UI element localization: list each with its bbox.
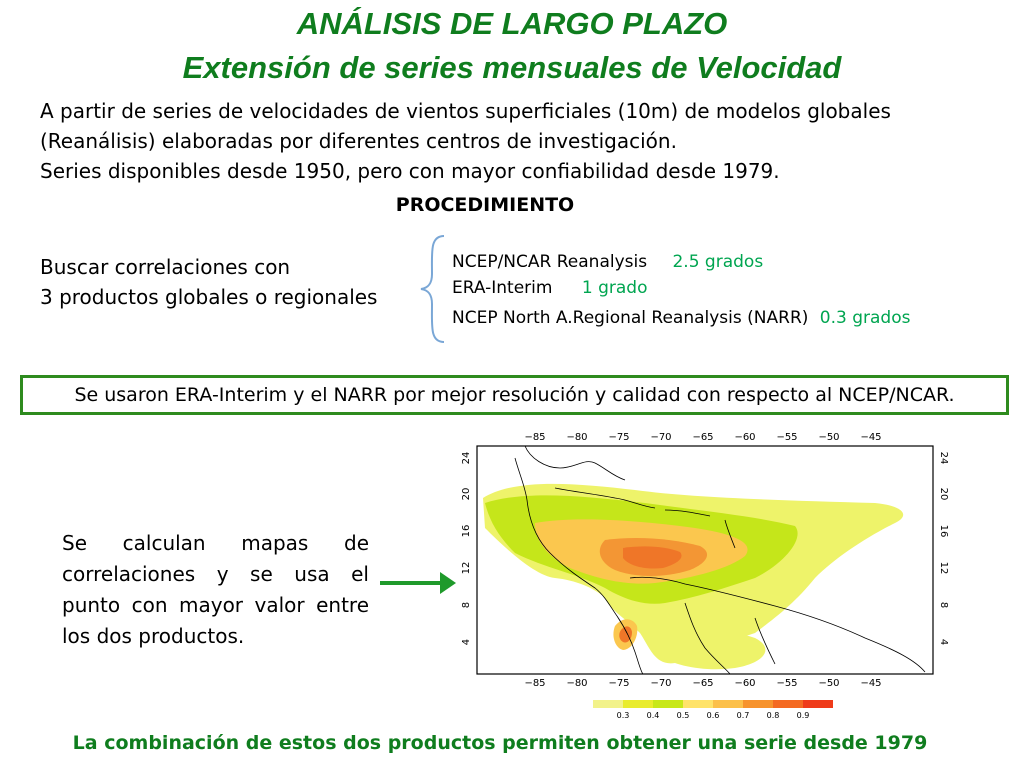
lon-tick: −45 (860, 432, 882, 443)
footer-conclusion: La combinación de estos dos productos permiten obtener una serie desde 1979 (72, 732, 928, 754)
page-subtitle: Extensión de series mensuales de Velocidad (182, 50, 842, 85)
lon-tick: −50 (818, 432, 840, 443)
lon-tick: −55 (776, 432, 798, 443)
colorbar-label: 0.4 (646, 711, 660, 720)
intro-line-1: A partir de series de velocidades de vientos superficiales (10m) de modelos globales (40, 99, 891, 123)
method-text: Se calculan mapas de correlaciones y se usa el punto con mayor valor entre los dos productos. (62, 531, 369, 648)
lat-ticks-left (461, 452, 472, 646)
lat-tick: 24 (461, 451, 472, 465)
search-line-2: 3 productos globales o regionales (40, 285, 378, 309)
intro-line-2: (Reanálisis) elaboradas por diferentes centros de investigación. (40, 129, 677, 153)
colorbar-label: 0.8 (766, 711, 780, 720)
product-resolution: 0.3 grados (819, 308, 911, 328)
lon-tick: −80 (566, 432, 588, 443)
intro-line-3: Series disponibles desde 1950, pero con mayor confiabilidad desde 1979. (40, 159, 780, 183)
lon-tick: −85 (524, 678, 546, 689)
colorbar-swatch (653, 700, 683, 708)
lon-ticks-bottom (524, 678, 881, 689)
colorbar-swatch (593, 700, 623, 708)
lon-tick: −60 (734, 432, 756, 443)
lat-tick: 8 (461, 601, 472, 609)
colorbar-label: 0.9 (796, 711, 810, 720)
colorbar-swatch (743, 700, 773, 708)
colorbar-label: 0.5 (676, 711, 690, 720)
arrow-right-icon (378, 568, 458, 598)
lon-tick: −75 (608, 432, 630, 443)
correlation-map (455, 428, 955, 724)
lon-ticks-top (524, 432, 881, 443)
lat-ticks-right (938, 452, 949, 646)
product-item-narr (452, 306, 910, 330)
product-item-ncep (452, 250, 763, 274)
colorbar-label: 0.6 (706, 711, 720, 720)
lon-tick: −80 (566, 678, 588, 689)
page-title: ANÁLISIS DE LARGO PLAZO (296, 6, 728, 41)
procedure-heading: PROCEDIMIENTO (395, 194, 575, 216)
colorbar (593, 700, 833, 720)
lon-tick: −60 (734, 678, 756, 689)
lat-tick: 4 (938, 638, 949, 646)
lon-tick: −70 (650, 678, 672, 689)
intro-paragraph (40, 96, 1000, 186)
lon-tick: −65 (692, 432, 714, 443)
lon-tick: −50 (818, 678, 840, 689)
conclusion-banner: Se usaron ERA-Interim y el NARR por mejor resolución y calidad con respecto al NCEP/NCAR. (20, 375, 1009, 415)
lon-tick: −75 (608, 678, 630, 689)
colorbar-label: 0.7 (736, 711, 750, 720)
lat-tick: 16 (461, 524, 472, 538)
curly-brace-icon (418, 234, 448, 344)
product-name: ERA-Interim (452, 278, 553, 298)
lat-tick: 8 (938, 601, 949, 609)
colorbar-label: 0.3 (616, 711, 630, 720)
lon-tick: −65 (692, 678, 714, 689)
product-name: NCEP/NCAR Reanalysis (452, 252, 648, 272)
lon-tick: −85 (524, 432, 546, 443)
lon-tick: −55 (776, 678, 798, 689)
lon-tick: −70 (650, 432, 672, 443)
lat-tick: 20 (938, 487, 949, 501)
lat-tick: 12 (461, 561, 472, 575)
product-resolution: 1 grado (581, 278, 648, 298)
search-line-1: Buscar correlaciones con (40, 255, 291, 279)
product-item-era (452, 276, 647, 300)
lon-tick: −45 (860, 678, 882, 689)
product-name: NCEP North A.Regional Reanalysis (NARR) (452, 308, 809, 328)
lat-tick: 16 (938, 524, 949, 538)
lat-tick: 24 (938, 451, 949, 465)
colorbar-swatch (803, 700, 833, 708)
lat-tick: 12 (938, 561, 949, 575)
colorbar-swatch (773, 700, 803, 708)
lat-tick: 4 (461, 638, 472, 646)
lat-tick: 20 (461, 487, 472, 501)
search-text (40, 252, 377, 312)
colorbar-swatch (713, 700, 743, 708)
colorbar-swatch (683, 700, 713, 708)
product-resolution: 2.5 grados (672, 252, 764, 272)
colorbar-swatch (623, 700, 653, 708)
